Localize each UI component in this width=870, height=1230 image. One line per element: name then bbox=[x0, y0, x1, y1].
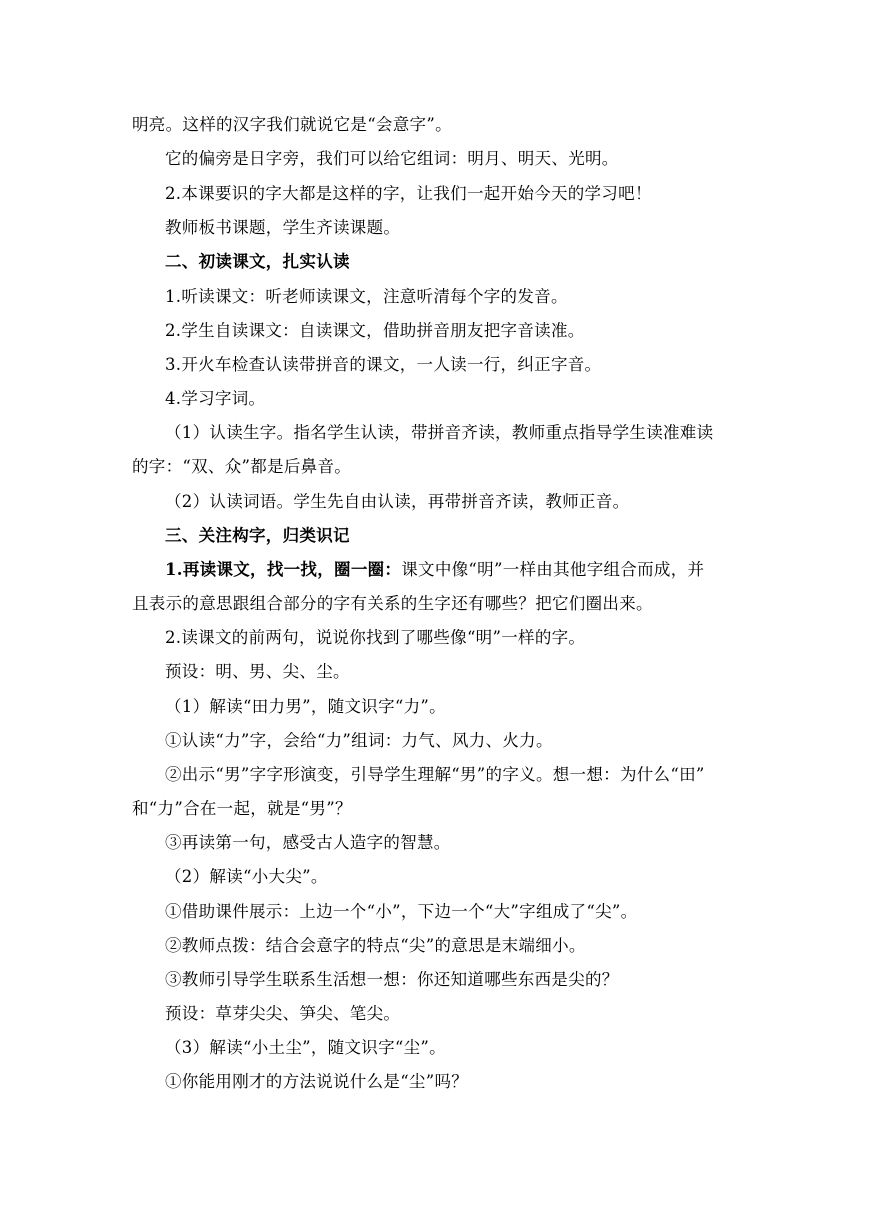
section-heading: 二、初读课文，扎实认读 bbox=[165, 252, 350, 271]
paragraph-line: 3.开火车检查认读带拼音的课文，一人读一行，纠正字音。 bbox=[165, 355, 602, 374]
paragraph-line: 2.读课文的前两句，说说你找到了哪些像“明”一样的字。 bbox=[165, 628, 586, 647]
paragraph-line: 预设：明、男、尖、尘。 bbox=[165, 662, 350, 681]
paragraph-line: （1）认读生字。指名学生认读，带拼音齐读，教师重点指导学生读准难读 bbox=[165, 423, 714, 442]
paragraph-line: ①你能用刚才的方法说说什么是“尘”吗？ bbox=[165, 1072, 469, 1091]
paragraph-line: ①认读“力”字，会给“力”组词：力气、风力、火力。 bbox=[165, 731, 553, 750]
paragraph-line: （2）认读词语。学生先自由认读，再带拼音齐读，教师正音。 bbox=[165, 492, 630, 511]
paragraph-line: （1）解读“田力男”，随文识字“力”。 bbox=[165, 697, 446, 716]
paragraph-line: 预设：草芽尖尖、笋尖、笔尖。 bbox=[165, 1004, 401, 1023]
paragraph-line: ③教师引导学生联系生活想一想：你还知道哪些东西是尖的？ bbox=[165, 970, 619, 989]
paragraph-line: ②出示“男”字字形演变，引导学生理解“男”的字义。想一想：为什么“田” bbox=[165, 765, 705, 784]
paragraph-line: （3）解读“小土尘”，随文识字“尘”。 bbox=[165, 1038, 446, 1057]
paragraph-line: 且表示的意思跟组合部分的字有关系的生字还有哪些？把它们圈出来。 bbox=[132, 594, 653, 613]
paragraph-line: 的字：“双、众”都是后鼻音。 bbox=[132, 457, 352, 476]
paragraph-line bbox=[165, 559, 704, 581]
paragraph-line: 明亮。这样的汉字我们就说它是“会意字”。 bbox=[132, 115, 452, 134]
paragraph-line: 教师板书课题，学生齐读课题。 bbox=[165, 218, 401, 237]
paragraph-line: ①借助课件展示：上边一个“小”，下边一个“大”字组成了“尖”。 bbox=[165, 902, 638, 921]
paragraph-line: ③再读第一句，感受古人造字的智慧。 bbox=[165, 833, 451, 852]
lead-in-body: 课文中像“明”一样由其他字组合而成，并 bbox=[401, 560, 705, 579]
paragraph-line: 1.听读课文：听老师读课文，注意听清每个字的发音。 bbox=[165, 287, 568, 306]
paragraph-line: 和“力”合在一起，就是“男”？ bbox=[132, 799, 352, 818]
paragraph-line: 2.本课要识的字大都是这样的字，让我们一起开始今天的学习吧！ bbox=[165, 184, 652, 203]
bold-lead-in: 1.再读课文，找一找，圈一圈： bbox=[165, 560, 402, 579]
paragraph-line: 2.学生自读课文：自读课文，借助拼音朋友把字音读准。 bbox=[165, 321, 585, 340]
paragraph-line: 4.学习字词。 bbox=[165, 389, 266, 408]
paragraph-line: （2）解读“小大尖”。 bbox=[165, 867, 328, 886]
section-heading: 三、关注构字，归类识记 bbox=[165, 526, 350, 545]
paragraph-line: 它的偏旁是日字旁，我们可以给它组词：明月、明天、光明。 bbox=[165, 149, 619, 168]
paragraph-line: ②教师点拨：结合会意字的特点“尖”的意思是末端细小。 bbox=[165, 936, 586, 955]
